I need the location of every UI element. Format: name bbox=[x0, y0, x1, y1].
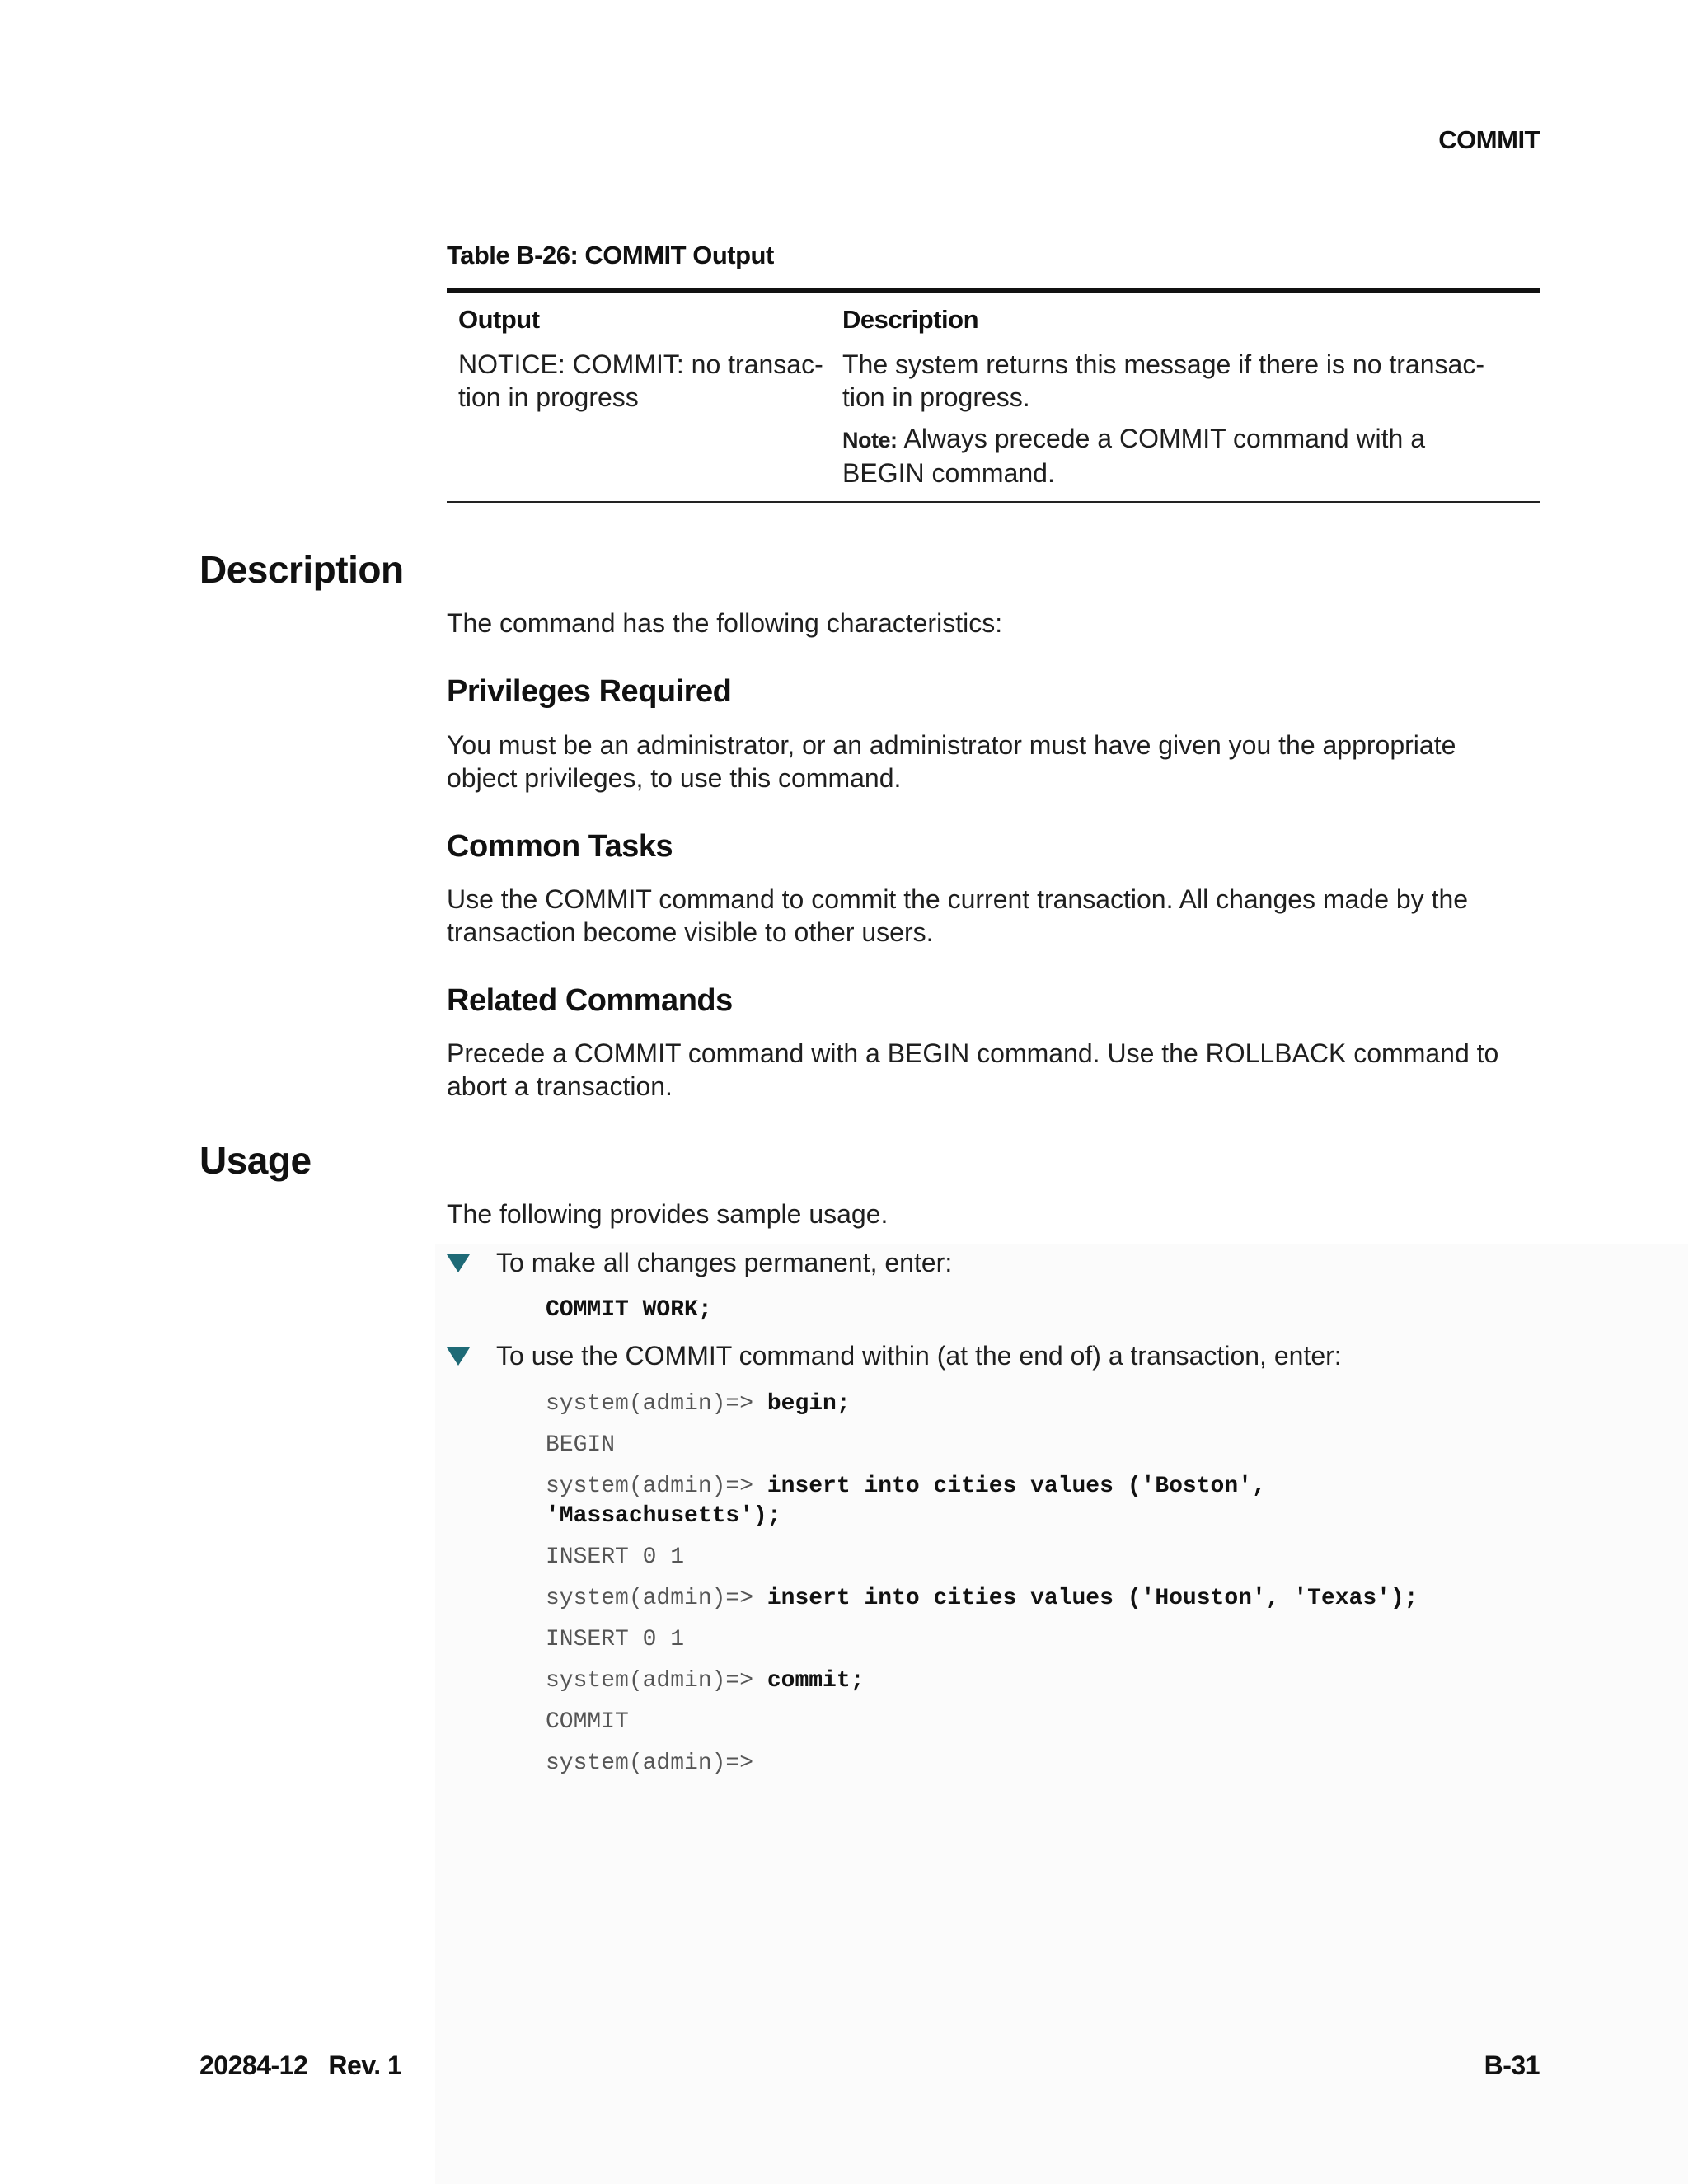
common-tasks-heading: Common Tasks bbox=[447, 829, 673, 864]
note-label: Note: bbox=[842, 428, 898, 452]
code-block-1 bbox=[546, 1296, 712, 1325]
code-output: COMMIT bbox=[546, 1709, 629, 1735]
bullet-triangle-icon bbox=[447, 1254, 470, 1272]
common-tasks-text: Use the COMMIT command to commit the current transaction. All changes made by the transaction become visible to other users. bbox=[447, 884, 1469, 947]
table-row bbox=[447, 348, 1540, 501]
code-command: insert into cities values ('Houston', 'Texas'); bbox=[767, 1586, 1418, 1611]
code-line bbox=[546, 1390, 1418, 1419]
code-command: insert into cities values ('Boston', 'Massachusetts'); bbox=[546, 1474, 1266, 1529]
code-prompt: system(admin)=> bbox=[546, 1750, 754, 1776]
code-output: INSERT 0 1 bbox=[546, 1544, 685, 1570]
note-text: Always precede a COMMIT command with a BEGIN command. bbox=[842, 424, 1426, 488]
bullet-triangle-icon bbox=[447, 1347, 470, 1366]
table-caption: Table B-26: COMMIT Output bbox=[447, 241, 774, 269]
description-intro: The command has the following characteristics: bbox=[447, 608, 1003, 638]
column-header-description: Description bbox=[842, 305, 979, 334]
footer-page-number: B-31 bbox=[1484, 2050, 1540, 2080]
code-line bbox=[546, 1543, 1418, 1572]
code-line bbox=[546, 1749, 1418, 1779]
table-bottom-rule bbox=[447, 501, 1540, 503]
bullet-text: To use the COMMIT command within (at the end of) a transaction, enter: bbox=[496, 1341, 1342, 1371]
code-block-2 bbox=[546, 1390, 1418, 1779]
running-header: COMMIT bbox=[1438, 125, 1540, 154]
description-heading: Description bbox=[199, 548, 404, 591]
code-line bbox=[546, 1431, 1418, 1460]
bullet-text: To make all changes permanent, enter: bbox=[496, 1248, 953, 1277]
bullet-item bbox=[447, 1341, 1342, 1371]
code-prompt: system(admin)=> bbox=[546, 1474, 767, 1499]
privileges-text: You must be an administrator, or an administrator must have given you the appropriate object privileges, to use this command. bbox=[447, 730, 1456, 793]
table-header-row bbox=[447, 293, 1540, 348]
code-line bbox=[546, 1472, 1418, 1531]
output-table bbox=[447, 288, 1540, 503]
code-line bbox=[546, 1708, 1418, 1737]
bullet-item bbox=[447, 1248, 952, 1278]
cell-description bbox=[842, 348, 1540, 490]
note bbox=[842, 422, 1540, 490]
code-line bbox=[546, 1625, 1418, 1655]
code-line bbox=[546, 1666, 1418, 1696]
code-command: begin; bbox=[767, 1391, 851, 1417]
code-prompt: system(admin)=> bbox=[546, 1668, 767, 1694]
code-output: INSERT 0 1 bbox=[546, 1627, 685, 1652]
description-text: The system returns this message if there is no transac- tion in progress. bbox=[842, 349, 1484, 412]
column-header-output: Output bbox=[458, 305, 540, 334]
code-prompt: system(admin)=> bbox=[546, 1391, 767, 1417]
code-line bbox=[546, 1584, 1418, 1614]
code-line: COMMIT WORK; bbox=[546, 1297, 712, 1323]
related-commands-heading: Related Commands bbox=[447, 983, 733, 1018]
related-commands-text: Precede a COMMIT command with a BEGIN command. Use the ROLLBACK command to abort a transaction. bbox=[447, 1038, 1499, 1101]
code-output: BEGIN bbox=[546, 1432, 616, 1458]
code-prompt: system(admin)=> bbox=[546, 1586, 767, 1611]
usage-intro: The following provides sample usage. bbox=[447, 1199, 889, 1229]
cell-output: NOTICE: COMMIT: no transac- tion in progress bbox=[458, 349, 823, 412]
footer-doc-id: 20284-12 Rev. 1 bbox=[199, 2050, 402, 2080]
code-command: commit; bbox=[767, 1668, 865, 1694]
usage-heading: Usage bbox=[199, 1139, 312, 1182]
privileges-heading: Privileges Required bbox=[447, 674, 732, 709]
